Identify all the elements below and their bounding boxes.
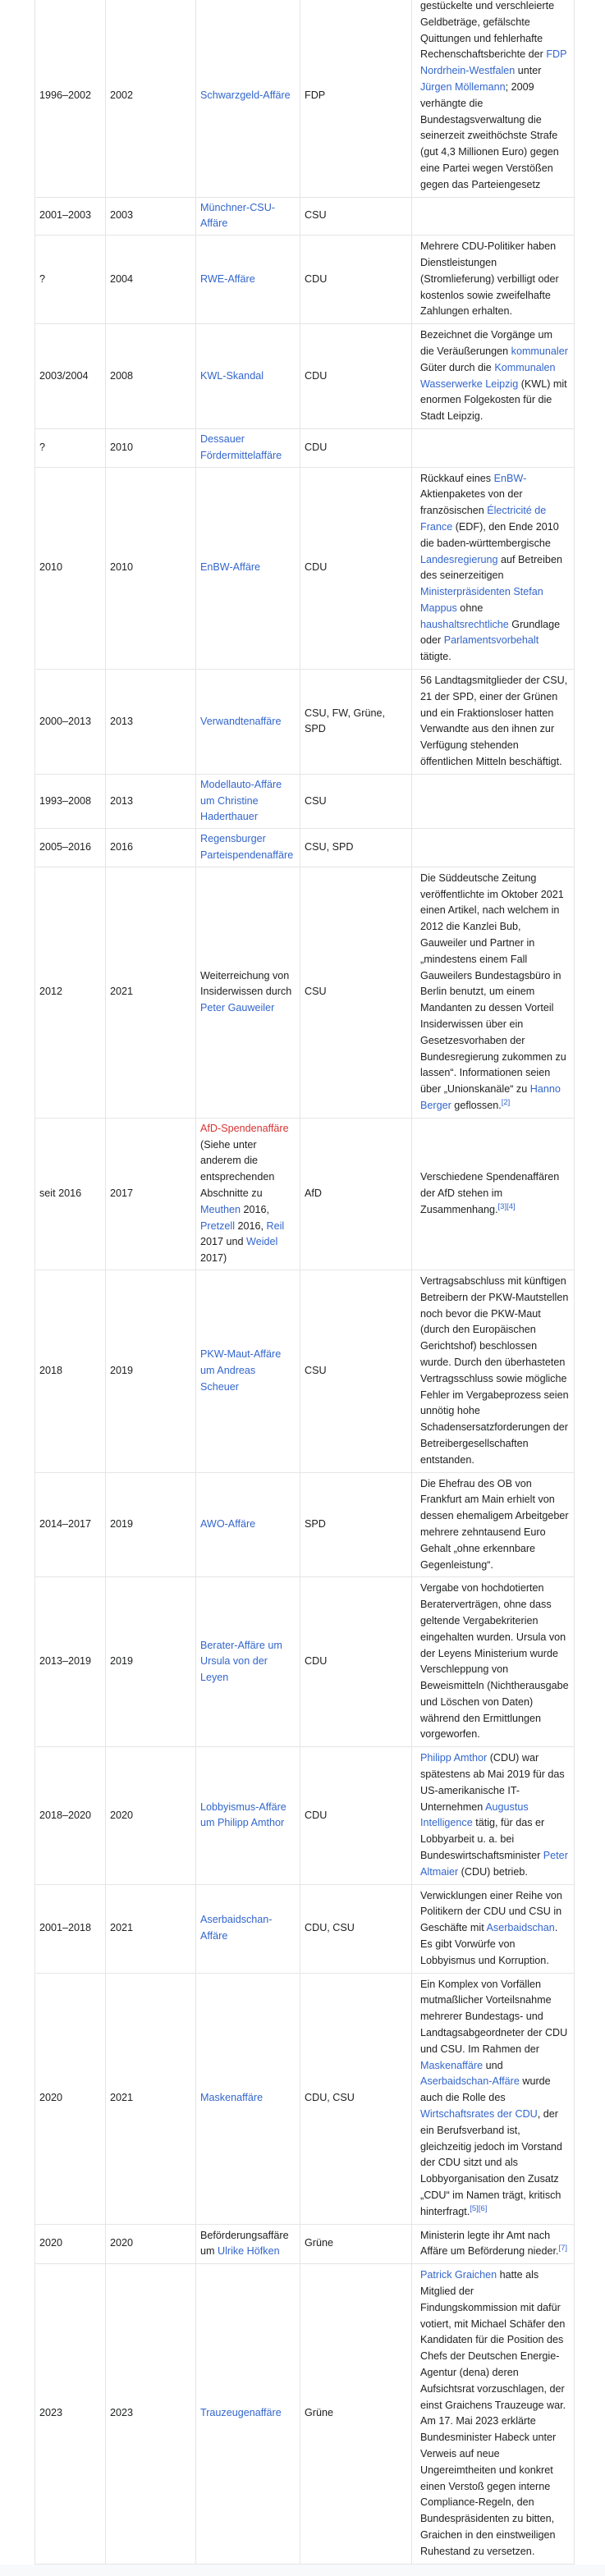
cell-year-public: 2021 [106, 1973, 196, 2224]
cell-party: Grüne [300, 2224, 412, 2264]
cell-year-public: 2016 [106, 829, 196, 867]
wiki-link[interactable]: Reil [266, 1219, 285, 1232]
cell-description: Vergabe von hochdotierten Beraterverträgen, ohne dass geltende Vergabekriterien eingehalten wurden. Ursula von der Leyens Ministerium wurde Verschleppung von Beweismitteln (Nichtherausgabe und Löschen von Daten) während den Ermittlungen vorgeworfen. [412, 1577, 575, 1747]
cell-party: CSU [300, 774, 412, 828]
table-row [35, 1884, 575, 1973]
table-row [35, 2224, 575, 2264]
cell-affair-name [196, 428, 300, 467]
wiki-link[interactable]: Berater-Affäre um Ursula von der Leyen [200, 1639, 282, 1684]
cell-description [412, 197, 575, 236]
wiki-link[interactable]: EnBW- [493, 472, 527, 484]
wiki-link[interactable]: Weidel [246, 1236, 278, 1248]
wiki-link[interactable]: Ministerpräsidenten Stefan Mappus [420, 586, 543, 614]
cell-year-public: 2020 [106, 1747, 196, 1884]
wiki-link[interactable]: Patrick Graichen [420, 2269, 497, 2281]
table-row [35, 1577, 575, 1747]
cell-period: 2020 [35, 2224, 106, 2264]
wiki-link[interactable]: Schwarzgeld-Affäre [200, 89, 291, 101]
wiki-link[interactable]: Meuthen [200, 1203, 241, 1215]
cell-party: CDU [300, 236, 412, 324]
table-row [35, 0, 575, 197]
cell-description: Rückkauf eines EnBW-Aktienpaketes von der französischen Électricité de France (EDF), den Ende 2010 die baden-württembergische Landesregierung auf Betreiben des seinerzeitigen Ministerpräsidenten Stefan Mappus ohne haushaltsrechtliche Grundlage oder Parlamentsvorbehalt tätigte. [412, 467, 575, 670]
cell-affair-name [196, 670, 300, 775]
cell-affair-name [196, 236, 300, 324]
cell-period: 2003/2004 [35, 324, 106, 429]
cell-description: Patrick Graichen hatte als Mitglied der Findungskommission mit dafür votiert, mit Michael Schäfer den Kandidaten für die Position des Chefs der Deutschen Energie-Agentur (dena) deren Aufsichtsrat vorzuschlagen, der einst Graichens Trauzeuge war. Am 17. Mai 2023 erklärte Bundesminister Habeck unter Verweis auf neue Ungereimtheiten und konkret einen Verstoß gegen interne Compliance-Regeln, den Bundespräsidenten zu bitten, Graichen in den einstweiligen Ruhestand zu versetzen. [412, 2264, 575, 2564]
table-row [35, 236, 575, 324]
cell-period: ? [35, 428, 106, 467]
cell-period: 2013–2019 [35, 1577, 106, 1747]
cell-year-public: 2013 [106, 670, 196, 775]
wiki-link[interactable]: Jürgen Möllemann [420, 80, 506, 93]
wiki-link[interactable]: haushaltsrechtliche [420, 618, 509, 630]
cell-affair-name [196, 774, 300, 828]
cell-period: seit 2016 [35, 1118, 106, 1270]
cell-description: Die Ehefrau des OB von Frankfurt am Main erhielt von dessen ehemaligem Arbeitgeber mehrere zehntausend Euro Gehalt „ohne erkennbare Gegenleistung“. [412, 1472, 575, 1577]
reference-link[interactable]: [4] [506, 1201, 516, 1211]
wiki-link[interactable]: Philipp Amthor [420, 1752, 488, 1764]
cell-affair-name [196, 2264, 300, 2564]
wiki-link[interactable]: Maskenaffäre [200, 2092, 264, 2104]
cell-description: Philipp Amthor (CDU) war spätestens ab Mai 2019 für das US-amerikanische IT-Unternehmen Augustus Intelligence tätig, für das er Lobbyarbeit u. a. bei Bundeswirtschaftsminister Peter Altmaier (CDU) betrieb. [412, 1747, 575, 1884]
cell-party: CSU [300, 1270, 412, 1472]
cell-year-public: 2004 [106, 236, 196, 324]
wiki-link[interactable]: Ulrike Höfken [218, 2245, 280, 2258]
wiki-link[interactable]: AWO-Affäre [200, 1518, 256, 1531]
cell-party: CSU, FW, Grüne, SPD [300, 670, 412, 775]
cell-description: Die Süddeutsche Zeitung veröffentlichte im Oktober 2021 einen Artikel, nach welchem in 2012 die Kanzlei Bub, Gauweiler und Partner in „mindestens einem Fall Gauweilers Bundestagsbüro in Berlin benutzt, um einem Mandanten zu dessen Vorteil Insiderwissen über ein Gesetzesvorhaben der Bundesregierung zukommen zu lassen“. Informationen seien über „Unionskanäle“ zu Hanno Berger geflossen.[2] [412, 867, 575, 1118]
wiki-link[interactable]: Pretzell [200, 1219, 235, 1232]
cell-description: Ministerin legte ihr Amt nach Affäre um Beförderung nieder.[7] [412, 2224, 575, 2264]
wiki-link[interactable]: Trauzeugenaffäre [200, 2407, 282, 2419]
wiki-link[interactable]: Landesregierung [420, 553, 498, 565]
wiki-link[interactable]: Modellauto-Affäre um Christine Haderthauer [200, 778, 282, 823]
cell-year-public: 2019 [106, 1270, 196, 1472]
wiki-link[interactable]: Peter Altmaier [420, 1850, 568, 1878]
cell-period: 2001–2003 [35, 197, 106, 236]
reference-marker [506, 1202, 516, 1211]
cell-affair-name [196, 1747, 300, 1884]
reference-link[interactable]: [2] [501, 1097, 511, 1107]
reference-marker [470, 2204, 479, 2213]
reference-link[interactable]: [3] [497, 1201, 507, 1211]
cell-party: CDU [300, 1747, 412, 1884]
cell-period: 2018 [35, 1270, 106, 1472]
reference-link[interactable]: [6] [478, 2203, 488, 2213]
cell-description: Verschiedene Spendenaffären der AfD stehen im Zusammenhang.[3][4] [412, 1118, 575, 1270]
wiki-link[interactable]: KWL-Skandal [200, 369, 264, 382]
cell-period: ? [35, 236, 106, 324]
cell-year-public: 2002 [106, 0, 196, 197]
cell-description: Mehrere CDU-Politiker haben Dienstleistungen (Stromlieferung) verbilligt oder kostenlos sowie zweifelhafte Zahlungen erhalten. [412, 236, 575, 324]
cell-period: 2000–2013 [35, 670, 106, 775]
affairs-table-body [35, 0, 575, 2564]
cell-affair-name [196, 1884, 300, 1973]
cell-description: Ein Komplex von Vorfällen mutmaßlicher Vorteilsnahme mehrerer Bundestags- und Landtagsabgeordneter der CDU und CSU. Im Rahmen der Maskenaffäre und Aserbaidschan-Affäre wurde auch die Rolle des Wirtschaftsrates der CDU, der ein Berufsverband ist, gleichzeitig jedoch im Vorstand der CDU sitzt und als Lobbyorganisation den Zusatz „CDU“ im Namen trägt, kritisch hinterfragt.[5][6] [412, 1973, 575, 2224]
cell-party: CDU [300, 428, 412, 467]
cell-description: Vertragsabschluss mit künftigen Betreibern der PKW-Mautstellen noch bevor die PKW-Maut (durch den Europäischen Gerichtshof) beschlossen wurde. Durch den überhasteten Vertragsschluss sowie mögliche Fehler im Vergabeprozess seien unnötig hohe Schadensersatzforderungen der Betreibergesellschaften entstanden. [412, 1270, 575, 1472]
cell-description: Bezeichnet die Vorgänge um die Veräußerungen kommunaler Güter durch die Kommunalen Wasserwerke Leipzig (KWL) mit enormen Folgekosten für die Stadt Leipzig. [412, 324, 575, 429]
cell-period: 1996–2002 [35, 0, 106, 197]
cell-party: CDU, CSU [300, 1884, 412, 1973]
cell-affair-name [196, 0, 300, 197]
cell-period: 2010 [35, 467, 106, 670]
table-row [35, 428, 575, 467]
wiki-link[interactable]: kommunaler [511, 345, 568, 357]
wiki-link[interactable]: Parlamentsvorbehalt [443, 634, 539, 647]
wiki-link[interactable]: Münchner-CSU-Affäre [200, 201, 275, 230]
cell-party: FDP [300, 0, 412, 197]
cell-party: AfD [300, 1118, 412, 1270]
cell-affair-name [196, 1577, 300, 1747]
wiki-link[interactable]: RWE-Affäre [200, 272, 255, 285]
cell-party: CSU [300, 867, 412, 1118]
cell-description: Verwicklungen einer Reihe von Politikern der CDU und CSU in Geschäfte mit Aserbaidschan. Es gibt Vorwürfe von Lobbyismus und Korruption. [412, 1884, 575, 1973]
cell-year-public: 2019 [106, 1577, 196, 1747]
cell-affair-name [196, 829, 300, 867]
reference-marker [502, 1098, 511, 1107]
cell-period: 1993–2008 [35, 774, 106, 828]
cell-year-public: 2023 [106, 2264, 196, 2564]
reference-marker [498, 1202, 507, 1211]
wiki-link[interactable]: Aserbaidschan [486, 1922, 555, 1934]
reference-marker [479, 2204, 488, 2213]
wiki-link[interactable]: Verwandtenaffäre [200, 715, 282, 727]
table-row [35, 1472, 575, 1577]
cell-year-public: 2010 [106, 428, 196, 467]
wiki-link[interactable]: Dessauer Fördermittelaffäre [200, 432, 282, 461]
cell-period: 2001–2018 [35, 1884, 106, 1973]
page-bottom-band [0, 2565, 605, 2576]
cell-description [412, 428, 575, 467]
reference-link[interactable]: [5] [470, 2203, 479, 2213]
cell-affair-name [196, 1973, 300, 2224]
cell-year-public: 2021 [106, 867, 196, 1118]
cell-period: 2005–2016 [35, 829, 106, 867]
cell-party: Grüne [300, 2264, 412, 2564]
cell-year-public: 2008 [106, 324, 196, 429]
red-link[interactable]: AfD-Spendenaffäre [200, 1122, 289, 1134]
cell-party: CSU, SPD [300, 829, 412, 867]
table-row [35, 1973, 575, 2224]
table-row [35, 467, 575, 670]
table-row [35, 2264, 575, 2564]
cell-year-public: 2017 [106, 1118, 196, 1270]
table-row [35, 670, 575, 775]
cell-party: CDU [300, 324, 412, 429]
wiki-link[interactable]: Aserbaidschan-Affäre [200, 1914, 273, 1942]
wiki-link[interactable]: PKW-Maut-Affäre um Andreas Scheuer [200, 1348, 282, 1393]
wiki-link[interactable]: Hanno Berger [420, 1083, 561, 1111]
wiki-link[interactable]: Aserbaidschan-Affäre [420, 2075, 520, 2088]
cell-year-public: 2020 [106, 2224, 196, 2264]
wiki-link[interactable]: Peter Gauweiler [200, 1002, 275, 1014]
cell-year-public: 2019 [106, 1472, 196, 1577]
cell-affair-name [196, 324, 300, 429]
cell-period: 2023 [35, 2264, 106, 2564]
table-row [35, 1747, 575, 1884]
cell-period: 2012 [35, 867, 106, 1118]
cell-period: 2020 [35, 1973, 106, 2224]
cell-description: gestückelte und verschleierte Geldbeträge, gefälschte Quittungen und fehlerhafte Rechenschaftsberichte der FDP Nordrhein-Westfalen unter Jürgen Möllemann; 2009 verhängte die Bundestagsverwaltung die seinerzeit zweithöchste Strafe (gut 4,3 Millionen Euro) gegen eine Partei wegen Verstößen gegen das Parteiengesetz [412, 0, 575, 197]
wiki-link[interactable]: Électricité de France [420, 505, 547, 533]
wiki-link[interactable]: EnBW-Affäre [200, 561, 261, 574]
reference-marker [559, 2244, 568, 2253]
cell-party: CDU [300, 1577, 412, 1747]
cell-description: 56 Landtagsmitglieder der CSU, 21 der SPD, einer der Grünen und ein Fraktionsloser hatten Verwandte aus den ihnen zur Verfügung stehenden öffentlichen Mitteln beschäftigt. [412, 670, 575, 775]
cell-description [412, 829, 575, 867]
wiki-link[interactable]: Lobbyismus-Affäre um Philipp Amthor [200, 1800, 286, 1829]
wiki-link[interactable]: Augustus Intelligence [420, 1800, 529, 1829]
wiki-link[interactable]: Regensburger Parteispendenaffäre [200, 833, 294, 862]
cell-party: CDU, CSU [300, 1973, 412, 2224]
reference-link[interactable]: [7] [558, 2244, 568, 2253]
cell-affair-name [196, 197, 300, 236]
cell-affair-name: Weiterreichung von Insiderwissen durch Peter Gauweiler [196, 867, 300, 1118]
table-row [35, 829, 575, 867]
cell-party: SPD [300, 1472, 412, 1577]
affairs-table-wrap [34, 0, 574, 2565]
cell-affair-name [196, 1472, 300, 1577]
cell-party: CSU [300, 197, 412, 236]
cell-period: 2014–2017 [35, 1472, 106, 1577]
cell-year-public: 2010 [106, 467, 196, 670]
table-row [35, 1118, 575, 1270]
wiki-link[interactable]: Wirtschaftsrates der CDU [420, 2108, 538, 2121]
cell-affair-name: Beförderungsaffäre um Ulrike Höfken [196, 2224, 300, 2264]
table-row [35, 867, 575, 1118]
wiki-link[interactable]: FDP Nordrhein-Westfalen [420, 48, 567, 77]
wiki-link[interactable]: Maskenaffäre [420, 2059, 484, 2071]
table-row [35, 324, 575, 429]
cell-year-public: 2021 [106, 1884, 196, 1973]
wiki-link[interactable]: Kommunalen Wasserwerke Leipzig [420, 361, 556, 390]
table-row [35, 774, 575, 828]
cell-period: 2018–2020 [35, 1747, 106, 1884]
cell-affair-name [196, 1270, 300, 1472]
cell-year-public: 2003 [106, 197, 196, 236]
table-row [35, 1270, 575, 1472]
cell-party: CDU [300, 467, 412, 670]
cell-year-public: 2013 [106, 774, 196, 828]
political-affairs-table [34, 0, 575, 2565]
cell-affair-name: AfD-Spendenaffäre (Siehe unter anderem die entsprechenden Abschnitte zu Meuthen 2016, Pretzell 2016, Reil 2017 und Weidel 2017) [196, 1118, 300, 1270]
table-row [35, 197, 575, 236]
cell-description [412, 774, 575, 828]
cell-affair-name [196, 467, 300, 670]
